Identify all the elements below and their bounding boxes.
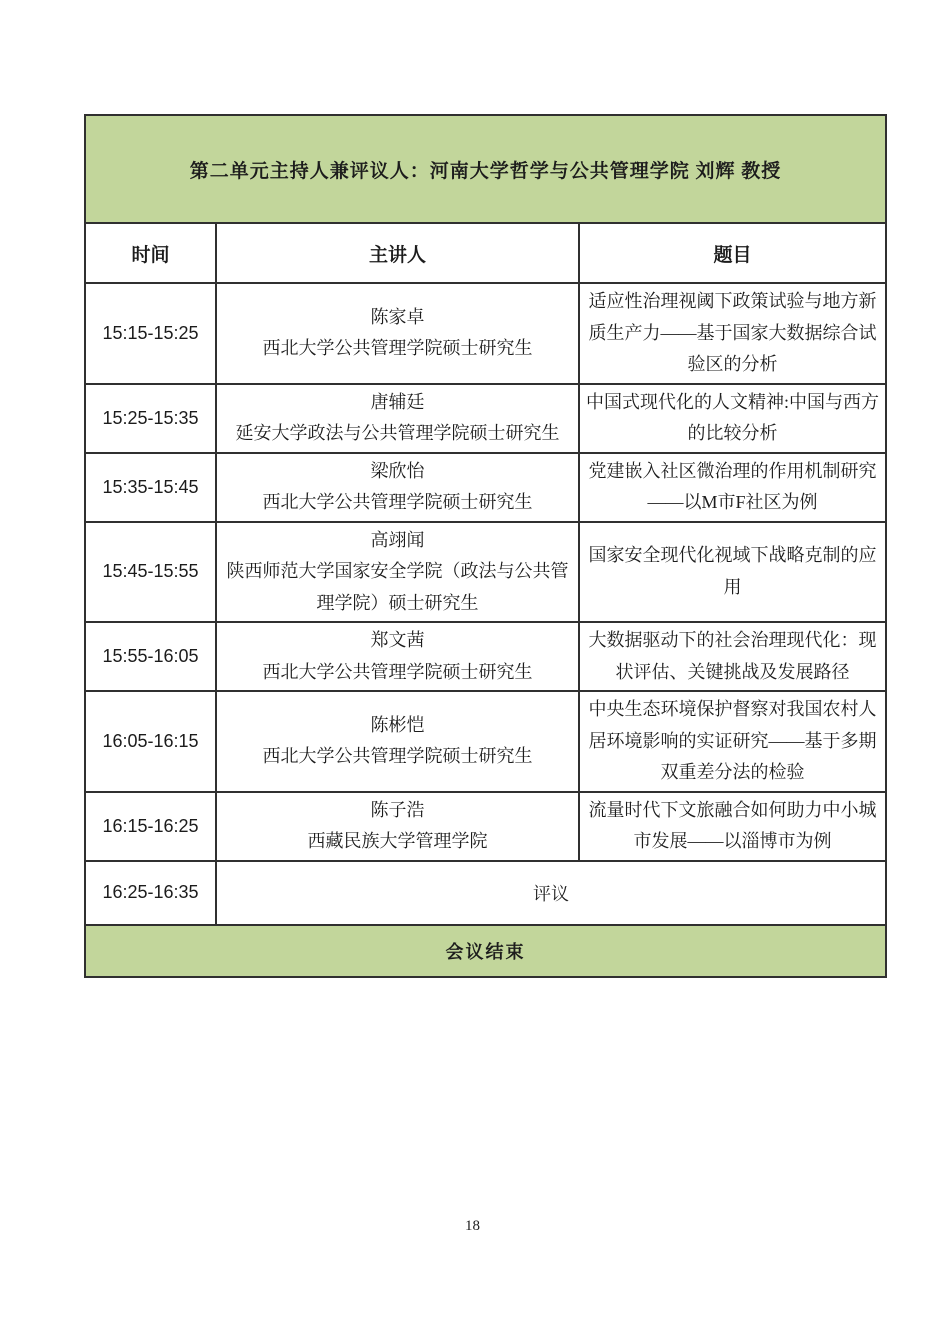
table-row (85, 792, 886, 861)
review-row (85, 861, 886, 925)
speaker-affiliation: 西北大学公共管理学院硕士研究生 (262, 661, 533, 682)
topic-cell: 中国式现代化的人文精神:中国与西方的比较分析 (579, 384, 886, 453)
speaker-name: 高翊闻 (370, 529, 425, 550)
speaker-affiliation: 西北大学公共管理学院硕士研究生 (262, 492, 533, 512)
speaker-name: 陈彬恺 (370, 714, 425, 735)
session-schedule-table (84, 114, 887, 978)
topic-cell: 党建嵌入社区微治理的作用机制研究——以M市F社区为例 (579, 453, 886, 522)
topic-cell: 适应性治理视阈下政策试验与地方新质生产力——基于国家大数据综合试验区的分析 (579, 283, 886, 384)
speaker-cell (216, 522, 579, 623)
speaker-cell (216, 384, 579, 453)
topic-cell: 大数据驱动下的社会治理现代化：现状评估、关键挑战及发展路径 (579, 622, 886, 691)
speaker-cell (216, 622, 579, 691)
page-number: 18 (465, 1218, 480, 1234)
column-header-row (85, 223, 886, 283)
meeting-end-banner: 会议结束 (85, 925, 886, 977)
time-cell: 16:05-16:15 (85, 691, 216, 792)
speaker-affiliation: 延安大学政法与公共管理学院硕士研究生 (235, 423, 560, 443)
column-header-speaker: 主讲人 (216, 223, 579, 283)
speaker-cell (216, 283, 579, 384)
session-header: 第二单元主持人兼评议人：河南大学哲学与公共管理学院 刘辉 教授 (85, 115, 886, 223)
topic-cell: 中央生态环境保护督察对我国农村人居环境影响的实证研究——基于多期双重差分法的检验 (579, 691, 886, 792)
speaker-name: 陈子浩 (370, 799, 425, 820)
table-row (85, 384, 886, 453)
topic-cell: 国家安全现代化视域下战略克制的应用 (579, 522, 886, 623)
speaker-name: 梁欣怡 (370, 460, 425, 481)
speaker-affiliation: 西北大学公共管理学院硕士研究生 (262, 746, 533, 767)
speaker-name: 唐辅廷 (370, 391, 425, 412)
speaker-affiliation: 陕西师范大学国家安全学院（政法与公共管理学院）硕士研究生 (226, 561, 569, 613)
time-cell: 15:55-16:05 (85, 622, 216, 691)
table-row (85, 283, 886, 384)
time-cell: 15:25-15:35 (85, 384, 216, 453)
speaker-cell (216, 792, 579, 861)
time-cell: 16:15-16:25 (85, 792, 216, 861)
footer-row (85, 925, 886, 977)
speaker-affiliation: 西北大学公共管理学院硕士研究生 (262, 338, 533, 359)
table-row (85, 522, 886, 623)
time-cell: 15:15-15:25 (85, 283, 216, 384)
review-cell: 评议 (216, 861, 886, 925)
speaker-cell (216, 691, 579, 792)
column-header-time: 时间 (85, 223, 216, 283)
speaker-cell (216, 453, 579, 522)
speaker-name: 陈家卓 (370, 306, 425, 327)
topic-cell: 流量时代下文旅融合如何助力中小城市发展——以淄博市为例 (579, 792, 886, 861)
time-cell: 16:25-16:35 (85, 861, 216, 925)
time-cell: 15:35-15:45 (85, 453, 216, 522)
table-row (85, 691, 886, 792)
speaker-name: 郑文茜 (370, 630, 425, 650)
table-row (85, 453, 886, 522)
table-row (85, 622, 886, 691)
column-header-topic: 题目 (579, 223, 886, 283)
time-cell: 15:45-15:55 (85, 522, 216, 623)
speaker-affiliation: 西藏民族大学管理学院 (307, 831, 488, 851)
session-header-row (85, 115, 886, 223)
